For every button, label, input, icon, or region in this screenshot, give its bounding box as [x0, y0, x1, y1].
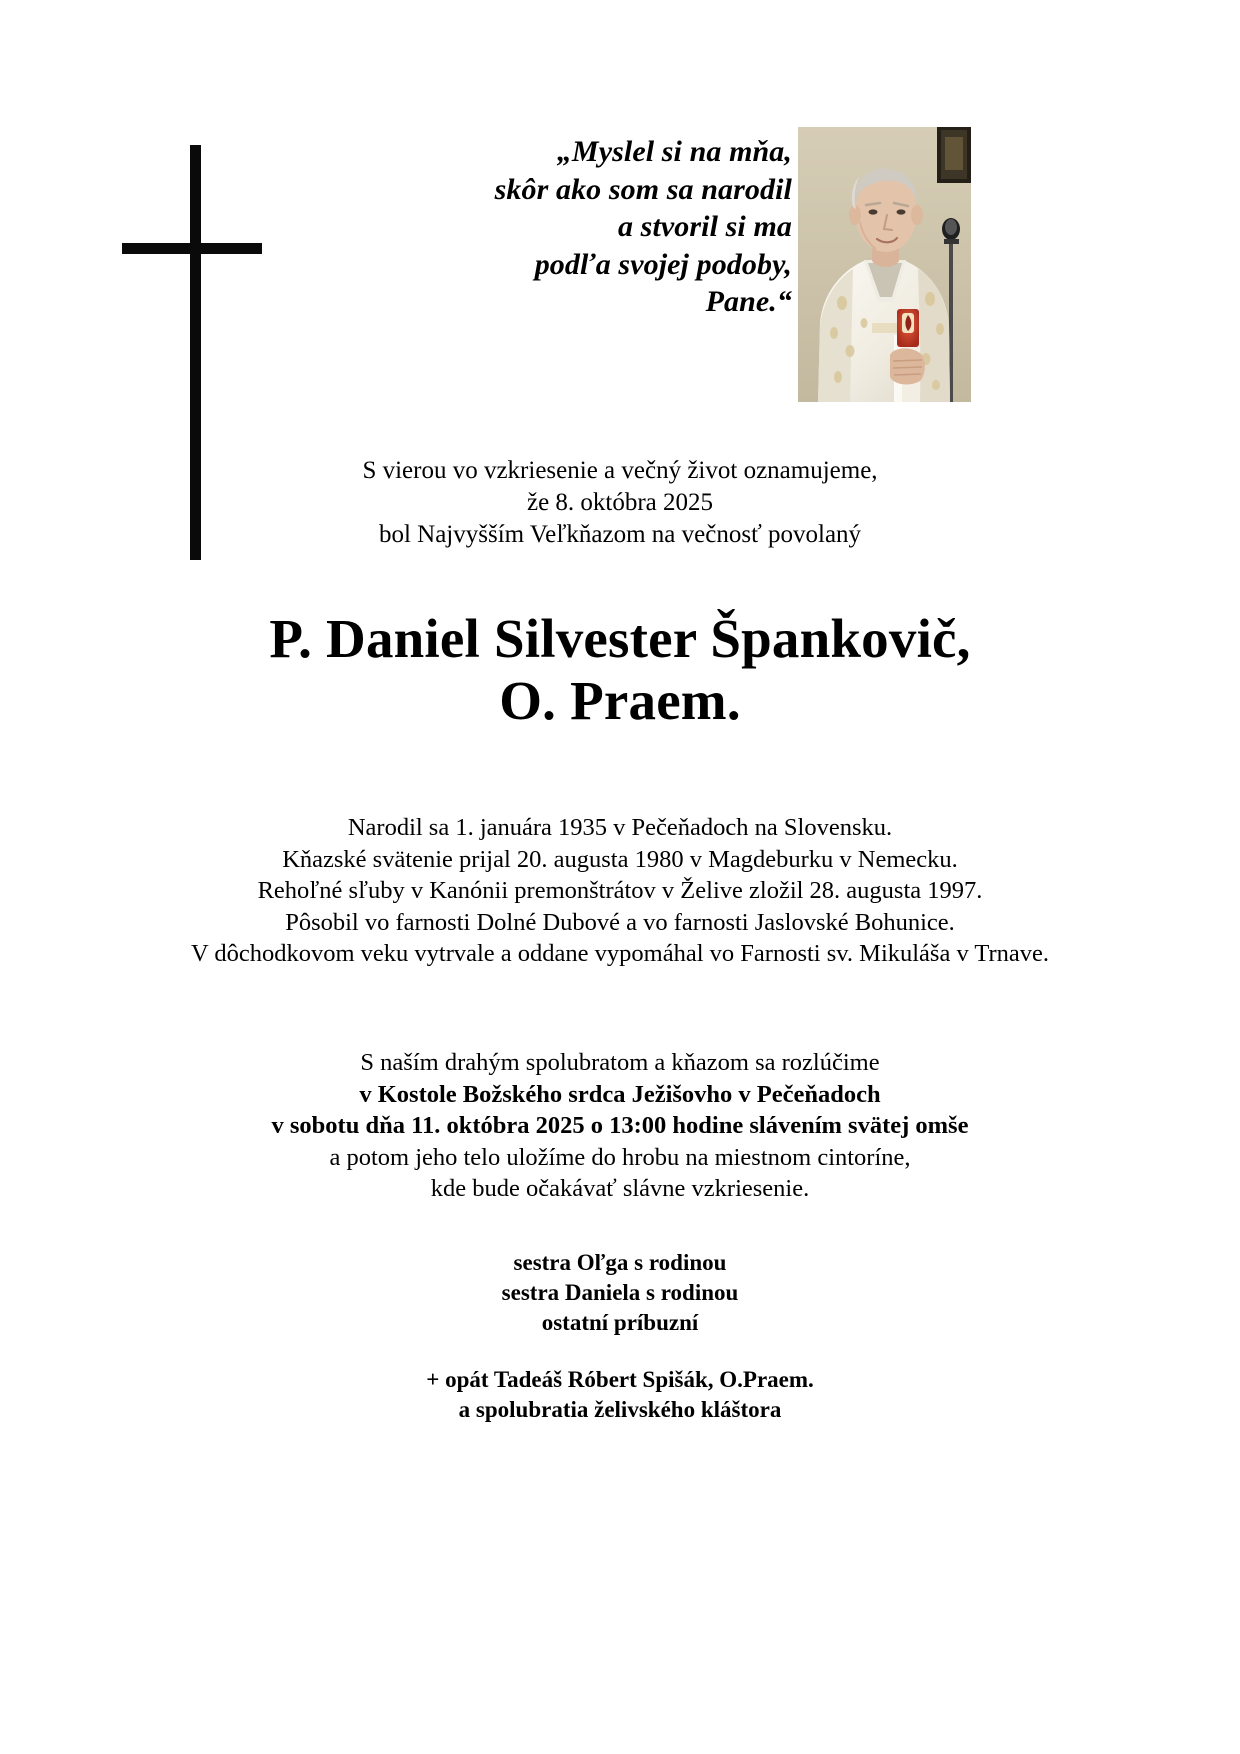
ceremony-line: S naším drahým spolubratom a kňazom sa rozlúčime — [360, 1049, 880, 1076]
cross-horizontal-bar — [122, 243, 262, 254]
signature-line: sestra Oľga s rodinou — [513, 1250, 727, 1275]
quote-line: a stvoril si ma — [617, 210, 792, 243]
intro-line: bol Najvyšším Veľkňazom na večnosť povolaný — [378, 521, 862, 548]
signature-line: sestra Daniela s rodinou — [501, 1280, 739, 1305]
ceremony-line: a potom jeho telo uložíme do hrobu na miestnom cintoríne, — [329, 1143, 911, 1171]
intro-line: S vierou vo vzkriesenie a večný život oznamujeme, — [362, 457, 878, 484]
ceremony-line-datetime: v sobotu dňa 11. októbra 2025 o 13:00 hodine slávením svätej omše — [271, 1112, 969, 1139]
quote-line: podľa svojej podoby, — [534, 247, 792, 281]
name-line: O. Praem. — [499, 670, 741, 731]
intro-line: že 8. októbra 2025 — [526, 489, 714, 516]
portrait-illustration — [798, 127, 971, 402]
biography-line: Kňazské svätenie prijal 20. augusta 1980 v Magdeburku v Nemecku. — [282, 845, 958, 873]
ceremony-line: kde bude očakávať slávne vzkriesenie. — [430, 1175, 810, 1202]
intro-block — [0, 455, 1240, 551]
biography-line: Rehoľné sľuby v Kanónii premonštrátov v Želive zložil 28. augusta 1997. — [257, 877, 983, 904]
biography-line: Narodil sa 1. januára 1935 v Pečeňadoch na Slovensku. — [347, 814, 893, 841]
ceremony-block — [0, 1047, 1240, 1205]
portrait-photo — [798, 127, 971, 402]
name-line: P. Daniel Silvester Špankovič, — [269, 608, 971, 669]
biography-block — [0, 812, 1240, 970]
quote-line: Pane.“ — [705, 285, 792, 318]
signature-block — [0, 1248, 1240, 1425]
signature-line: a spolubratia želivského kláštora — [458, 1397, 782, 1422]
deceased-name — [0, 608, 1240, 732]
quote-line: „Myslel si na mňa, — [556, 135, 792, 168]
biography-line: Pôsobil vo farnosti Dolné Dubové a vo farnosti Jaslovské Bohunice. — [285, 908, 955, 936]
signature-spacer — [0, 1338, 1240, 1365]
signature-line: + opát Tadeáš Róbert Spišák, O.Praem. — [426, 1367, 814, 1392]
ceremony-line-church: v Kostole Božského srdca Ježišovho v Pečeňadoch — [359, 1080, 881, 1108]
signature-line: ostatní príbuzní — [541, 1310, 699, 1335]
quote-line: skôr ako som sa narodil — [494, 172, 792, 206]
biography-line: V dôchodkovom veku vytrvale a oddane vypomáhal vo Farnosti sv. Mikuláša v Trnave. — [190, 940, 1050, 967]
memorial-quote — [400, 133, 792, 321]
